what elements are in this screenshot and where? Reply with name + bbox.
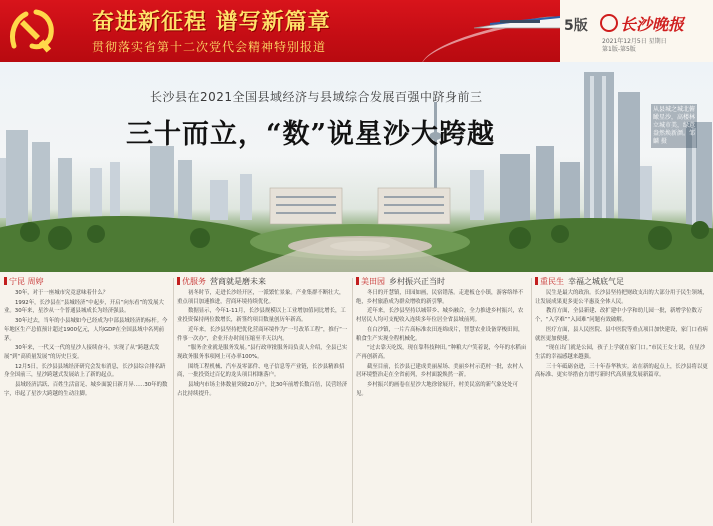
paper-name: 长沙晚报 <box>620 15 685 34</box>
paragraph: “服务企业就是服务发展。”县行政审批服务局负责人介绍，全县已实现政务服务事项网上可办率100%。 <box>177 345 348 360</box>
column-head <box>535 276 709 288</box>
article-columns <box>0 276 713 526</box>
hero-kicker: 长沙县在2021全国县域经济与县域综合发展百强中跻身前三 <box>150 90 483 104</box>
party-emblem-icon <box>6 6 60 56</box>
section-marker-icon <box>356 277 359 285</box>
section-subtitle: 营商就是磨未来 <box>210 277 266 286</box>
article-column-livelihood <box>535 276 709 526</box>
paragraph: 30年，对于一座城市究竟意味着什么？ <box>15 290 109 296</box>
column-head <box>356 276 528 288</box>
section-marker-icon <box>4 277 7 285</box>
section-label: 优服务 <box>182 277 206 286</box>
hero-photo <box>0 62 713 272</box>
paragraph: 近年来，长沙县坚持把优化营商环境作为“一号改革工程”，推行“一件事一次办”，企业开办时间压缩至半天以内。 <box>177 326 348 342</box>
paragraph: 30年过去，当年的小县城如今已经成为中部县域经济的标杆。今年地区生产总值预计超过1900亿元，人均GDP在全国县域中名列前茅。 <box>4 318 168 342</box>
paragraph: 围绕工程机械、汽车及零部件、电子信息等产业链，长沙县精准招商，一批投资过百亿的龙头项目相继落户。 <box>177 363 345 379</box>
paper-logo <box>600 12 684 35</box>
column-divider <box>531 278 532 523</box>
paragraph: 乡村振兴的画卷在星沙大地徐徐展开，村美民富的新气象处处可见。 <box>356 382 518 397</box>
section-subtitle: 乡村振兴正当时 <box>389 277 445 286</box>
paragraph: 数据显示，今年1-11月，长沙县规模以上工业增加值同比增长，工业投资保持两位数增长，新签约项目数量创历年新高。 <box>177 308 346 324</box>
paragraph: 县域内市场主体数量突破20万户，比30年前增长数百倍，民营经济占比持续提升。 <box>177 382 348 397</box>
paragraph: 截至目前，长沙县已建成美丽屋场、美丽乡村示范村一批，农村人居环境整治走在全省前列，乡村面貌焕然一新。 <box>356 363 524 379</box>
paragraph: 初冬时节，走进长沙经开区，一派繁忙景象。产业集群不断壮大，重点项目加速推进，营商环境持续优化。 <box>177 290 345 305</box>
paragraph: 在白沙镇，一片片高标准农田连绵成片，智慧农业设备穿梭田间，粮食生产实现全程机械化。 <box>356 326 524 342</box>
section-marker-icon <box>177 277 180 285</box>
paragraph: 三十年砥砺奋进，三十年春华秋实。站在新的起点上，长沙县将以更高标准、更实举措奋力谱写新时代高质量发展新篇章。 <box>535 363 708 379</box>
paragraph: 冬日的开慧镇，田园如画，民宿错落。走进板仓小镇，游客络绎不绝，乡村旅游成为群众增收的新引擎。 <box>356 290 524 305</box>
banner-slogan: 奋进新征程 谱写新篇章 <box>92 9 331 35</box>
byline: 宁昆 周婷 <box>9 277 44 286</box>
hero-headline: 三十而立，“数”说星沙大跨越 <box>126 119 496 150</box>
column-divider <box>173 278 174 523</box>
paragraph: 医疗方面，县人民医院、县中医院等重点项目加快建设，家门口看病就医更加便捷。 <box>535 326 708 342</box>
paper-logo-icon <box>600 14 618 32</box>
section-marker-icon <box>535 277 538 285</box>
article-column-intro <box>4 276 170 526</box>
article-column-rural <box>356 276 528 526</box>
paragraph: 12月5日，长沙县县域经济研究会发布消息，长沙县综合排名跻身全国前三，星沙跨越式发展站上了新的起点。 <box>4 363 166 379</box>
issue-edition: 第1版-第5版 <box>602 46 636 53</box>
photo-caption: 从县城之城北俯瞰星沙，高楼林立城市美，绿意盎然焕新颜。邹麟 摄 <box>651 104 697 148</box>
paragraph: “现在出门就是公园，孩子上学就在家门口。”市民王女士说，在星沙生活的幸福感越来越强。 <box>535 345 706 360</box>
banner-sub-slogan: 贯彻落实省第十二次党代会精神特别报道 <box>92 40 327 54</box>
paragraph: 1992年，长沙县在“县城经济”中起步，开启“向东看”的发展大业。30年来，星沙从一个普通县城成长为经济强县。 <box>4 299 164 315</box>
column-head <box>177 276 349 288</box>
column-divider <box>352 278 353 523</box>
section-label: 重民生 <box>540 277 564 286</box>
issue-date: 2021年12月5日 星期日 <box>602 38 667 45</box>
paragraph: 县域经济活跃、百姓生活富足、城乡面貌日新月异……30年的数字，串起了星沙大跨越的生动注脚。 <box>4 382 168 397</box>
article-column-service <box>177 276 349 526</box>
masthead-paper-info <box>560 0 713 62</box>
paragraph: 教育方面，全县新建、改扩建中小学和幼儿园一批，新增学位数万个，“入学难”“入园难”问题有效破解。 <box>535 308 703 324</box>
paragraph: “过去靠天吃饭，现在靠科技种田。”种粮大户笑着说，今年的水稻亩产再创新高。 <box>356 345 527 360</box>
page-number: 5版 <box>564 18 588 34</box>
paragraph: 30年来，一代又一代的星沙人接续奋斗，实现了从“跨越式发展”到“高质量发展”的历史巨变。 <box>4 345 160 360</box>
column-head <box>4 276 170 288</box>
paragraph: 近年来，长沙县坚持以城带乡、城乡融合，全力推进乡村振兴，农村居民人均可支配收入连续多年位居全省县域前列。 <box>356 308 524 324</box>
section-subtitle: 幸福之城底气足 <box>568 277 624 286</box>
paragraph: 民生是最大的政治。长沙县坚持把财政支出的大部分用于民生领域，让发展成果更多更公平惠及全体人民。 <box>535 290 708 305</box>
masthead-banner <box>0 0 713 62</box>
section-label: 美田园 <box>361 277 385 286</box>
